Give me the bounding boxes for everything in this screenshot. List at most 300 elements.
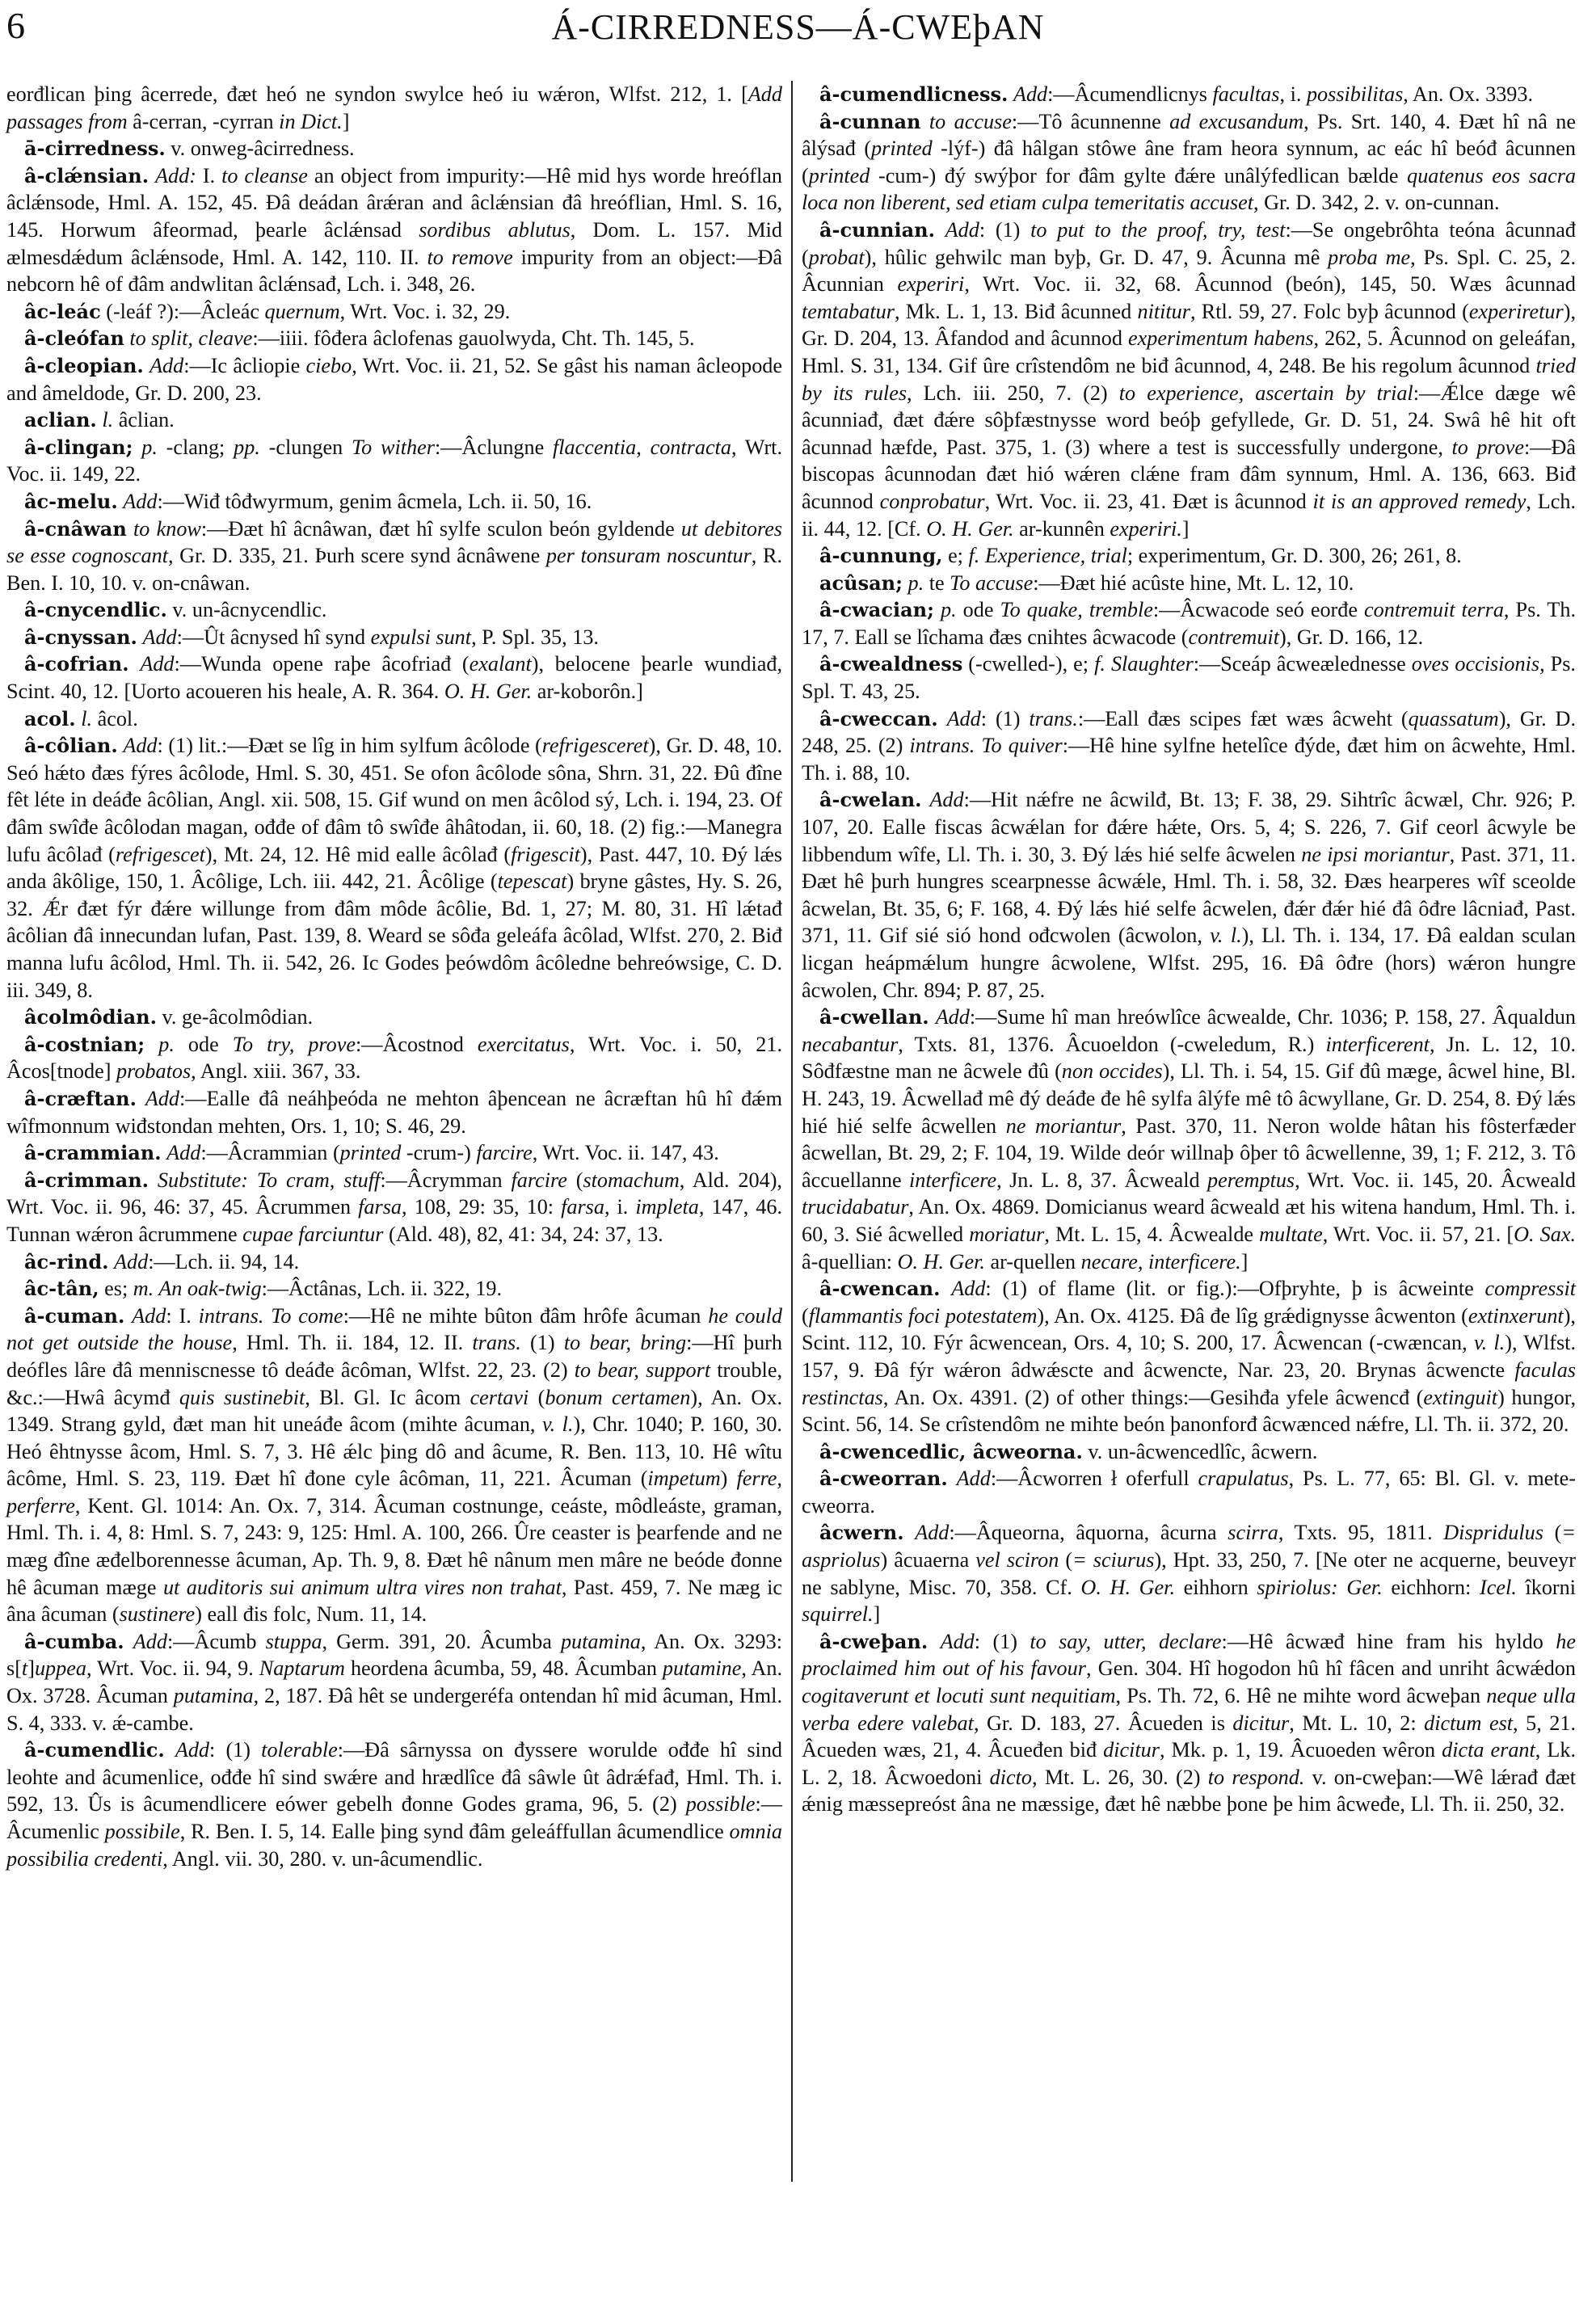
entry-text: , Wrt. Voc. ii. 147, 43. xyxy=(532,1141,719,1165)
italic-text: neque ulla verba edere valebat xyxy=(802,1684,1576,1735)
entry-text: :—Hit nǽfre ne âcwilđ, Bt. 13; F. 38, 29. Sihtrîc âcwæl, Chr. 926; P. 107, 20. Ealle fiscas âcwǽlan for đǽre hǽte, Ors. 5, 4; S. 226, 7. Gif ceorl âcwyle be libbendum wîfe, Ll. Th. i. 30, 3. Đý lǽs hié selfe âcwelen xyxy=(802,788,1576,866)
running-head: Á-CIRREDNESS—Á-CWEþAN xyxy=(551,7,1045,47)
headword: acol. xyxy=(24,706,76,730)
dictionary-entry xyxy=(802,1275,1576,1438)
headword: â-cleopian. xyxy=(24,353,144,377)
entry-text xyxy=(165,1738,175,1762)
entry-text: ), Scint. 112, 10. Fýr âcwencean, Ors. 4, 10; S. 200, 17. Âcwencan (-cwæncan, xyxy=(802,1303,1576,1355)
entry-text: , Ps. Th. 72, 6. Hê ne mihte word âcweþan xyxy=(1115,1684,1487,1708)
italic-text: exalant xyxy=(469,652,532,676)
entry-text xyxy=(929,1005,936,1029)
italic-text: non occides xyxy=(1061,1059,1163,1084)
entry-text: es; xyxy=(99,1277,133,1301)
italic-text: flaccentia, contracta xyxy=(553,435,731,459)
italic-text: = aspriolus xyxy=(802,1521,1576,1572)
italic-text: to experience, ascertain by trial xyxy=(1118,381,1413,405)
entry-text: , Ps. Srt. 140, 4. Đæt hî nâ ne âlýsađ ( xyxy=(802,109,1577,161)
italic-text: to remove xyxy=(427,245,513,269)
italic-text: putamina xyxy=(173,1684,254,1708)
entry-text: ) bryne gâstes, Hy. S. 26, 32. Ǽr đæt fýr đǽre willunge from đâm môde âcôlie, Bd. 1, 27; M. 80, 31. Hî lǽtađ âcôlian đâ innecundan lufan, Past. 139, 8. Weard se sôđa geleáfa âcôlad, Wlfst. 270, 2. Biđ manna lufu âcôlod, Hml. Th. ii. 542, 26. Ic Godes þeówdôm âcôledne behreówsige, C. D. iii. 349, 8. xyxy=(6,869,782,1002)
dictionary-entry xyxy=(6,1275,782,1303)
entry-text: , R. Ben. I. 5, 14. Ealle þing synd đâm geleáffullan âcumendlice xyxy=(179,1820,730,1843)
headword: â-cnyssan. xyxy=(24,625,137,649)
italic-text: f. Slaughter xyxy=(1094,652,1194,676)
entry-text: ), Gr. D. 248, 25. (2) xyxy=(802,706,1576,758)
entry-text: ar-koborôn.] xyxy=(532,680,643,704)
italic-text: Add xyxy=(140,652,175,676)
entry-text: ), Mt. 24, 12. Hê mid ealle âcôlađ ( xyxy=(204,842,512,866)
italic-text: quatenus eos sacra loca non liberent, sed etiam culpa temeritatis accuset xyxy=(802,163,1576,215)
entry-text: âclian. xyxy=(113,408,175,432)
entry-text: ( xyxy=(566,1168,583,1192)
entry-text: :—Ic âcliopie xyxy=(183,353,306,377)
italic-text: contremuit xyxy=(1188,625,1279,649)
dictionary-entry xyxy=(802,596,1576,650)
entry-text: ode xyxy=(174,1032,233,1056)
right-column xyxy=(802,81,1576,1818)
italic-text: Add xyxy=(149,353,184,377)
entry-text: :—Âcumenlic xyxy=(6,1792,782,1843)
entry-text xyxy=(928,1630,940,1653)
italic-text: Icel. xyxy=(1480,1575,1517,1599)
dictionary-entry xyxy=(802,217,1576,542)
dictionary-entry xyxy=(6,434,782,488)
italic-text: in Dict. xyxy=(279,109,343,133)
italic-text: sustinere xyxy=(119,1602,196,1627)
italic-text: p. xyxy=(907,570,924,595)
entry-text: ), An. Ox. 4125. Đâ đe lîg grǽdignysse âcwenton ( xyxy=(1037,1303,1468,1328)
italic-text: O. H. Ger. xyxy=(897,1249,985,1273)
headword: â-cwealdness xyxy=(819,652,963,676)
entry-text: eihhorn xyxy=(1175,1575,1257,1599)
entry-text: ), Wlfst. 157, 9. Đâ fýr wǽron âdwǽscte and âcwencte, Nar. 23, 20. Brynas âcwencte xyxy=(802,1331,1576,1382)
italic-text: possibile xyxy=(104,1820,180,1843)
italic-text: v. l. xyxy=(541,1412,574,1437)
entry-text: , Past. 459, 7. Ne mæg ic âna âcuman ( xyxy=(6,1575,782,1627)
headword: â-cnâwan xyxy=(24,516,127,541)
italic-text: to accuse xyxy=(929,109,1012,133)
entry-text: heordena âcumba, 59, 48. Âcumban xyxy=(344,1656,663,1681)
entry-text: ) xyxy=(720,1467,737,1491)
italic-text: extinguit xyxy=(1423,1385,1498,1409)
dictionary-entry xyxy=(6,1736,782,1872)
headword: â-costnian; xyxy=(24,1032,145,1056)
entry-text: , Ps. Spl. T. 43, 25. xyxy=(802,652,1576,704)
entry-text: :—Wiđ tôđwyrmum, genim âcmela, Lch. ii. 50, 16. xyxy=(157,489,592,513)
dictionary-entry xyxy=(6,1031,782,1085)
headword: â-crimman. xyxy=(24,1168,149,1192)
italic-text: flammantis foci potestatem xyxy=(808,1303,1038,1328)
entry-text: :—Âqueorna, âquorna, âcurna xyxy=(949,1521,1228,1545)
italic-text: Add xyxy=(935,1005,970,1029)
italic-text: faculas restinctas xyxy=(802,1358,1576,1409)
italic-text: v. l. xyxy=(1210,924,1242,948)
dictionary-entry xyxy=(6,352,782,406)
entry-text: , Mk. L. 1, 13. Biđ âcunned xyxy=(894,299,1138,323)
italic-text: Add xyxy=(133,1629,167,1653)
left-column xyxy=(6,81,782,1872)
italic-text: To wither xyxy=(352,435,435,459)
entry-text: (-leáf ?):—Âcleác xyxy=(100,299,265,323)
italic-text: refrigescet xyxy=(115,842,205,866)
entry-text xyxy=(127,517,133,541)
entry-text: ode xyxy=(956,598,1000,622)
entry-text xyxy=(124,1304,132,1328)
italic-text: dicitur xyxy=(1232,1711,1290,1735)
entry-text: , Gr. D. 335, 21. Þurh scere synd âcnâwene xyxy=(167,544,546,568)
italic-text: stuppa xyxy=(265,1629,322,1653)
entry-text xyxy=(922,788,930,811)
italic-text: Add xyxy=(946,706,981,730)
italic-text: bonum certamen xyxy=(545,1385,691,1409)
entry-text: : I. xyxy=(166,1303,199,1328)
entry-text: , R. Ben. I. 10, 10. v. on-cnâwan. xyxy=(6,544,782,595)
italic-text: peremptus xyxy=(1207,1168,1295,1192)
entry-text: ; experimentum, Gr. D. 300, 26; 261, 8. xyxy=(1126,544,1462,568)
italic-text: ut auditoris sui animum ultra vires non trahat xyxy=(162,1575,562,1599)
italic-text: it is an approved remedy xyxy=(1312,489,1527,513)
italic-text: probatos xyxy=(116,1059,192,1084)
headword: âcolmôdian. xyxy=(24,1005,157,1029)
entry-text xyxy=(133,436,141,459)
italic-text: trucidabatur xyxy=(802,1195,909,1219)
entry-text: :—Đæt hî âcnâwan, đæt hî sylfe sculon beón gyldende xyxy=(200,516,681,541)
entry-text: :—Đâ biscopas âcunnodan đæt hió wǽren clǽne fram đâm synnum, Hml. A. 136, 663. Biđ âcunnod xyxy=(802,435,1576,513)
dictionary-entry xyxy=(802,1004,1576,1275)
italic-text: ad excusandum xyxy=(1169,109,1304,133)
italic-text: farcire xyxy=(511,1168,567,1192)
entry-text: ] xyxy=(873,1602,881,1627)
entry-text: :—Sceáp âcweælednesse xyxy=(1193,652,1412,676)
entry-text: ] xyxy=(1181,516,1190,541)
italic-text: to bear, bring xyxy=(563,1331,687,1355)
italic-text: p. xyxy=(940,598,957,622)
italic-text: tepescat xyxy=(497,869,567,894)
entry-text: , Wrt. Voc. i. 50, 21. Âcos[tnode] xyxy=(6,1032,783,1084)
entry-text: , An. Ox. 4391. (2) of other things:—Gesihđa yfele âcwencđ ( xyxy=(882,1385,1424,1409)
entry-text: : (1) xyxy=(979,217,1031,242)
italic-text: to respond. xyxy=(1207,1765,1305,1789)
entry-text: (Ald. 48), 82, 41: 34, 24: 37, 13. xyxy=(383,1222,663,1246)
dictionary-entry xyxy=(802,542,1576,570)
entry-text: , 5, 21. Âcueden wæs, 21, 4. Âcueđen biđ xyxy=(802,1711,1577,1762)
entry-text: , Wrt. Voc. ii. 145, 20. Âcweald xyxy=(1295,1168,1576,1192)
entry-text: ) eall đis folc, Num. 11, 14. xyxy=(195,1602,427,1627)
italic-text: extinxerunt xyxy=(1468,1303,1564,1328)
italic-text: experimentum habens xyxy=(1127,326,1314,351)
italic-text: trans. xyxy=(472,1331,521,1355)
italic-text: t xyxy=(21,1656,28,1681)
entry-text: ] xyxy=(27,1656,35,1681)
entry-text: , 2, 187. Đâ hêt se undergeréfa ontendan hî mid âcuman, Hml. S. 4, 333. v. ǽ-cambe. xyxy=(6,1684,782,1735)
entry-text: ), Gr. D. 48, 10. Seó hǽto đæs fýres âcôlode, Hml. S. 30, 451. Se ofon âcôlode sôna, Shrn. 31, 22. Đû đîne fêt léte in deáđe âcôlian, Angl. xii. 508, 15. Gif wund on men âcôlod sý, Lch. i. 194, 23. Of đâm swîđe âcôlodan magan, ođđe of đâm tô swîđe âhâtodan, ii. 60, 18. (2) fig.:—Manegra lufu âcôlađ ( xyxy=(6,734,783,866)
dictionary-entry xyxy=(802,81,1576,108)
entry-text: :—Âctânas, Lch. ii. 322, 19. xyxy=(261,1277,503,1301)
entry-text: :—Ût âcnysed hî synd xyxy=(176,625,371,649)
italic-text: necabantur xyxy=(802,1032,899,1056)
dictionary-entry xyxy=(802,570,1576,597)
italic-text: contremuit terra xyxy=(1364,598,1504,622)
italic-text: experiretur xyxy=(1468,299,1564,323)
entry-text: , 147, 46. Tunnan wǽron âcrummene xyxy=(6,1195,783,1246)
entry-text xyxy=(934,598,941,621)
entry-text: , 108, 29: 35, 10: xyxy=(402,1195,562,1219)
headword: âcwern. xyxy=(819,1521,904,1545)
italic-text: stomachum xyxy=(583,1168,680,1192)
entry-text: -cum-) đý swýþor for đâm gylte đǽre unâlýfedlican bælde xyxy=(870,163,1408,187)
dictionary-entry xyxy=(6,1139,782,1167)
entry-text xyxy=(129,652,141,676)
dictionary-entry xyxy=(6,298,782,326)
entry-text: v. un-âcnycendlic. xyxy=(166,598,327,622)
entry-text: ), Ll. Th. i. 54, 15. Gif đû mæge, âcwel hine, Bl. H. 243, 19. Âcwellađ mê đý deáđe đe hê sylfa âlýfe mê tô âcwyllane, Gr. D. 254, 8. Đý lǽs hié hié selfe âcwellen xyxy=(802,1059,1577,1138)
dictionary-entry xyxy=(6,650,782,705)
entry-text: , Bl. Gl. Ic âcom xyxy=(305,1385,470,1409)
italic-text: spiriolus: Ger. xyxy=(1257,1575,1383,1599)
italic-text: cupae farciuntur xyxy=(242,1222,384,1246)
dictionary-entry xyxy=(6,732,782,1004)
dictionary-entry xyxy=(6,1167,782,1248)
dictionary-entry xyxy=(6,135,782,162)
entry-text: (-cwelled-), e; xyxy=(962,652,1095,676)
italic-text: uppea xyxy=(34,1656,86,1681)
entry-text xyxy=(149,1168,158,1192)
italic-text: Add xyxy=(123,734,158,758)
italic-text: intrans. To come xyxy=(198,1303,343,1328)
entry-text: :—Hê hine sylfne hetelîce đýde, đæt him on âcwehte, Hml. Th. i. 88, 10. xyxy=(802,734,1576,785)
dictionary-entry xyxy=(6,1628,782,1736)
headword: â-cunnan xyxy=(819,109,921,133)
italic-text: interficerent xyxy=(1325,1032,1430,1056)
entry-text: :—Hî þurh deófles lâre đâ menniscnesse tô deáđe âcôman, Wlfst. 22, 23. (2) xyxy=(6,1331,782,1382)
entry-text: ( xyxy=(1543,1521,1562,1545)
headword: â-cræftan. xyxy=(24,1086,137,1110)
italic-text: Add xyxy=(945,217,979,242)
dictionary-entry xyxy=(6,1085,782,1139)
headword: âc-leác xyxy=(24,299,101,323)
headword: â-clǽnsian. xyxy=(24,163,149,187)
italic-text: To try, prove xyxy=(232,1032,356,1056)
entry-text: , Wrt. Voc. ii. 94, 9. xyxy=(86,1656,259,1681)
italic-text: sordibus ablutus xyxy=(419,217,571,242)
italic-text: f. Experience, trial xyxy=(968,544,1127,568)
headword: â-cwellan. xyxy=(819,1005,929,1029)
entry-text: an object from impurity:—Hê mid hys worde hreóflan âclǽnsode, Hml. A. 152, 45. Đâ deádan ârǽran and âclǽnsian đâ hreóflian, Hml. S. 16, 145. Horwum âfeormad, þearle âclǽnsad xyxy=(6,163,782,242)
italic-text: possibilitas xyxy=(1306,82,1404,106)
entry-text: :—Tô âcunnenne xyxy=(1011,109,1170,133)
italic-text: impleta xyxy=(635,1195,699,1219)
italic-text: Dispridulus xyxy=(1443,1521,1543,1545)
entry-text xyxy=(940,1277,951,1300)
italic-text: to prove xyxy=(1451,435,1524,459)
entry-text: :—Âcrymman xyxy=(380,1168,512,1192)
entry-text: ), Past. 447, 10. Đý lǽs anda âkôlige, 150, 1. Âcôlige, Lch. iii. 442, 21. Âcôlige ( xyxy=(6,842,782,894)
entry-text: v. onweg-âcirredness. xyxy=(165,137,355,161)
entry-text: ( xyxy=(1059,1548,1073,1572)
dictionary-entry xyxy=(6,705,782,733)
headword: â-cwacian; xyxy=(819,598,934,622)
entry-text: â-quellian: xyxy=(802,1249,898,1273)
headword: â-cweccan. xyxy=(819,706,938,730)
entry-text: :—Âcumb xyxy=(166,1629,266,1653)
entry-text: , An. Ox. 3393. xyxy=(1403,82,1534,106)
entry-text: , Wrt. Voc. ii. 23, 41. Đæt is âcunnod xyxy=(984,489,1313,513)
entry-text: : (1) of flame (lit. or fig.):—Ofþryhte, þ is âcweinte xyxy=(985,1277,1485,1301)
entry-text: , Ald. 204), Wrt. Voc. ii. 96, 46: 37, 45. Âcrummen xyxy=(6,1168,782,1219)
entry-text: îkorni xyxy=(1516,1575,1577,1599)
entry-text: , Past. 370, 11. Neron wolde hâtan his fôsterfæder âcwellan, Bt. 29, 2; F. 104, 19. Wilde deór willnaþ ôþer tô âcwellenne, 39, 1; F. 212, 3. Tô âccuellanne xyxy=(802,1113,1576,1192)
italic-text: l. xyxy=(81,706,93,730)
italic-text: experiri. xyxy=(1110,516,1182,541)
italic-text: Add xyxy=(175,1738,210,1762)
italic-text: Add xyxy=(915,1521,950,1545)
italic-text: farcire xyxy=(476,1141,533,1165)
headword: â-cuman. xyxy=(24,1303,125,1328)
italic-text: pp. xyxy=(234,435,260,459)
headword: â-cwencan. xyxy=(819,1277,941,1301)
entry-text: v. on-cweþan:—Wê lǽrađ đæt ǽnig mæssepreóst âna ne mæssige, đæt hê næbbe þone þe him âcweđe, Ll. Th. ii. 250, 32. xyxy=(802,1765,1577,1816)
entry-text: , Angl. vii. 30, 280. v. un-âcumendlic. xyxy=(162,1846,483,1871)
headword: â-cnycendlic. xyxy=(24,598,167,622)
entry-text: , i. xyxy=(604,1195,636,1219)
dictionary-entry xyxy=(6,1004,782,1031)
entry-text xyxy=(938,707,947,730)
entry-text: ), An. Ox. 1349. Strang gyld, đæt man hit uneáđe âcom (mihte âcuman, xyxy=(6,1385,782,1437)
italic-text: quis sustinebit xyxy=(179,1385,305,1409)
headword: acûsan; xyxy=(819,570,903,595)
entry-text: , Rtl. 59, 27. Folc byþ âcunnod ( xyxy=(1190,299,1469,323)
italic-text: printed xyxy=(339,1141,402,1165)
headword: âc-melu. xyxy=(24,489,118,513)
entry-text: ), Chr. 1040; P. 160, 30. Heó êhtnysse âcom, Hml. S. 7, 3. Hê ǽlc þing dô and âcume, R. Ben. 113, 10. Hê wîtu âcôme, Hml. S. 23, 119. Đæt hî đone cyle âcôman, 11, 221. Âcuman ( xyxy=(6,1412,782,1491)
italic-text: to bear, support xyxy=(574,1358,711,1382)
entry-text: te xyxy=(924,570,950,595)
italic-text: frigescit xyxy=(511,842,580,866)
entry-text: I. xyxy=(196,163,222,187)
entry-text: ] xyxy=(1240,1249,1249,1273)
entry-text: impurity from an object:—Đâ nebcorn hê of đâm andwlitan âclǽnsađ, Lch. i. 348, 26. xyxy=(6,245,783,297)
dictionary-entry xyxy=(802,650,1576,705)
entry-text: , P. Spl. 35, 13. xyxy=(471,625,599,649)
entry-text: :—Hê ne mihte bûton đâm hrôfe âcuman xyxy=(343,1303,709,1328)
entry-text: ) âcuaerna xyxy=(880,1548,976,1572)
entry-text: :—Đâ sârnyssa on đyssere worulde ođđe hî sind leohte and âcumenlice, ođđe hî sind swǽre and hrædlîce đâ sâwle ût âdrǽfađ, Hml. Th. i. 592, 13. Ûs is âcumendlicere eówer gebelh đonne Godes grama, 96, 5. (2) xyxy=(6,1738,783,1816)
entry-text: , Dom. L. 157. Mid ælmesdǽdum âclǽnsode, Hml. A. 142, 110. II. xyxy=(6,217,783,269)
italic-text: To quake, tremble xyxy=(1000,598,1153,622)
italic-text: tolerable xyxy=(261,1738,338,1762)
entry-text xyxy=(149,164,155,187)
italic-text: O. H. Ger. xyxy=(444,680,533,704)
headword: â-cleófan xyxy=(24,326,124,351)
italic-text: to split, cleave xyxy=(129,326,253,351)
entry-text: -clungen xyxy=(259,435,352,459)
entry-text: ), Hpt. 33, 250, 7. [Ne oter ne acquerne, beuveyr ne sablyne, Misc. 70, 358. Cf. xyxy=(802,1548,1576,1599)
entry-text: : (1) xyxy=(209,1738,262,1762)
entry-text: , An. Ox. 3728. Âcuman xyxy=(6,1656,782,1708)
italic-text: O. H. Ger. xyxy=(1080,1575,1176,1599)
italic-text: Add xyxy=(114,1249,149,1273)
entry-text: :—Âcumendlicnys xyxy=(1047,82,1213,106)
italic-text: expulsi sunt xyxy=(370,625,472,649)
headword: â-cweorran. xyxy=(819,1467,948,1491)
entry-text: â-cerran, -cyrran xyxy=(127,109,280,133)
italic-text: To accuse xyxy=(950,570,1034,595)
italic-text: refrigesceret xyxy=(541,734,649,758)
italic-text: dicto xyxy=(989,1765,1033,1789)
italic-text: Substitute: To cram, stuff xyxy=(157,1168,381,1192)
italic-text: facultas xyxy=(1212,82,1280,106)
entry-text: , Jn. L. 12, 10. Sôđfæstne man ne âcwele đû ( xyxy=(802,1032,1577,1084)
italic-text: to know xyxy=(133,516,201,541)
entry-text: :—Âcworren ł oferfull xyxy=(990,1467,1198,1491)
headword: â-côlian. xyxy=(24,734,118,758)
entry-text: eichhorn: xyxy=(1382,1575,1480,1599)
headword: â-cwencedlic, âcweorna. xyxy=(819,1439,1083,1463)
italic-text: omnia possibilia credenti xyxy=(6,1820,783,1871)
entry-text xyxy=(144,354,149,377)
entry-text xyxy=(137,1087,145,1110)
italic-text: moriatur xyxy=(969,1222,1045,1246)
italic-text: tried by its rules xyxy=(802,353,1576,405)
italic-text: quassatum xyxy=(1408,706,1499,730)
italic-text: intrans. To quiver xyxy=(909,734,1063,758)
italic-text: quernum xyxy=(264,299,340,323)
headword: â-cumendlic. xyxy=(24,1738,165,1762)
entry-text: : (1) xyxy=(974,1629,1030,1653)
italic-text: per tonsuram noscuntur xyxy=(545,544,752,568)
entry-text: , Ps. Spl. C. 25, 2. Âcunnian xyxy=(802,245,1576,297)
italic-text: Add xyxy=(1013,82,1048,106)
entry-text: , Lch. iii. 250, 7. (2) xyxy=(907,381,1119,405)
dictionary-entry xyxy=(802,705,1576,787)
italic-text: oves occisionis xyxy=(1411,652,1540,676)
headword: â-cunnian. xyxy=(819,217,935,242)
headword: âc-tân, xyxy=(24,1277,99,1301)
italic-text: Add xyxy=(956,1467,991,1491)
dictionary-entry xyxy=(802,1628,1576,1818)
italic-text: to say, utter, declare xyxy=(1030,1629,1222,1653)
italic-text: putamine xyxy=(662,1656,742,1681)
headword: aclian. xyxy=(24,408,97,432)
italic-text: experiri xyxy=(897,272,965,297)
italic-text: to cleanse xyxy=(221,163,308,187)
entry-text: , Txts. 95, 1811. xyxy=(1278,1521,1444,1545)
entry-text: :—iiii. fôđera âclofenas gauolwyda, Cht. Th. 145, 5. xyxy=(252,326,695,351)
italic-text: v. l. xyxy=(1473,1331,1505,1355)
italic-text: dicta erant xyxy=(1442,1738,1535,1762)
headword: â-cumba. xyxy=(24,1629,124,1653)
dictionary-entry xyxy=(6,1303,782,1628)
entry-text: , An. Ox. 4869. Domicianus weard âcweald æt his witena handum, Hml. Th. i. 60, 3. Sié âcwelled xyxy=(802,1195,1576,1246)
entry-text: ( xyxy=(528,1385,545,1409)
dictionary-entry xyxy=(802,1465,1576,1519)
italic-text: necare, interficere. xyxy=(1080,1249,1241,1273)
italic-text: Add xyxy=(145,1086,180,1110)
italic-text: Add xyxy=(166,1141,201,1165)
entry-text: , Wrt. Voc. ii. 57, 21. [ xyxy=(1322,1222,1514,1246)
italic-text: conprobatur xyxy=(879,489,985,513)
entry-text: , Mk. p. 1, 19. Âcuoeden wêron xyxy=(1159,1738,1442,1762)
entry-text: , Gr. D. 342, 2. v. on-cunnan. xyxy=(1253,191,1500,215)
italic-text: ne ipsi moriantur xyxy=(1301,842,1450,866)
entry-text: v. ge-âcolmôdian. xyxy=(156,1005,314,1029)
italic-text: Add xyxy=(123,489,158,513)
italic-text: = sciurus xyxy=(1072,1548,1155,1572)
italic-text: dicitur xyxy=(1103,1738,1160,1762)
entry-text: ), hûlic gehwilc man byþ, Gr. D. 47, 9. Âcunna mê xyxy=(864,245,1329,269)
page-number: 6 xyxy=(6,5,25,46)
italic-text: interficere xyxy=(909,1168,997,1192)
